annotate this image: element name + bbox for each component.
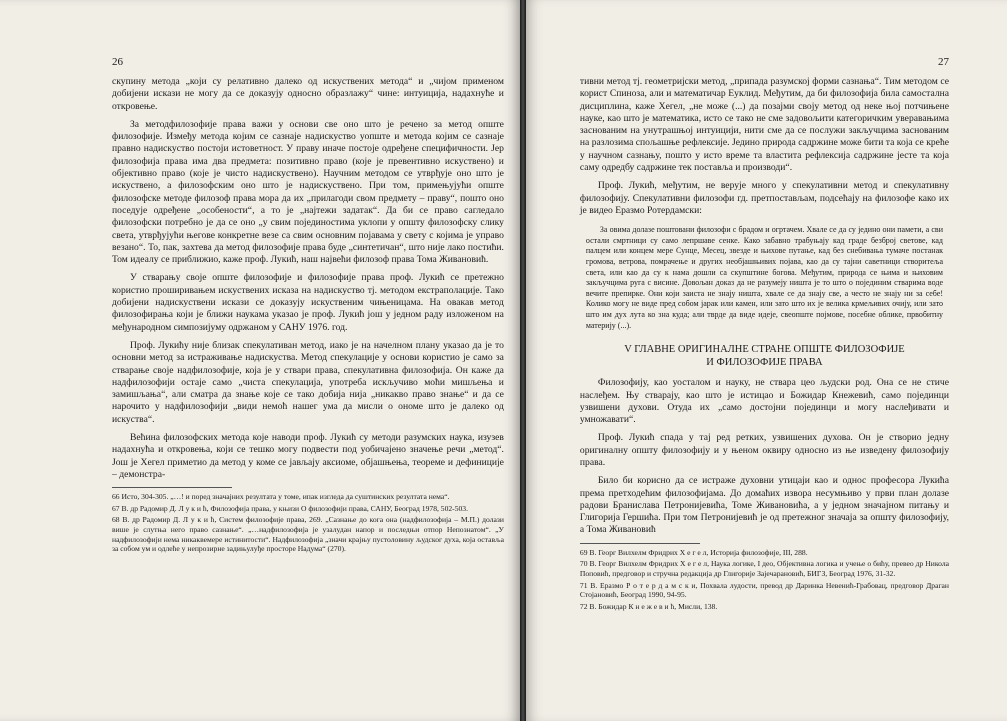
footnote-rule [112,487,232,488]
footnote: 67 В. др Радомир Д. Л у к и ћ, Филозофија права, у књизи О филозофији права, САНУ, Београд 1978, 502-503. [112,503,468,513]
page-body [112,76,504,481]
paragraph: тивни метод тј. геометријски метод, „припада разумској форми сазнања“. Тим методом се корист Спиноза, али и математичар Еуклид. Међутим, да би филозофија била самостална дисциплина, каже Хегел, „не може (...) да позајми своју метод од неке њој потчињене науке, као што је математика, исто се тако не сме задовољити категоричким уверавањима заснованим на унутрашњој интуицији, нити сме да се послужи закључцима заснованим на разлозима спољашње рефлексије. Једино природа садржине може бити та која се креће у научном сазнању, пошто у исто време та властита рефлексија садржине јесте та која саму одредбу садржине тек поставља и производи“. [579,76,949,174]
paragraph: Већина филозофских метода које наводи проф. Лукић су методи разумских наука, изузев надахнућа и откровења, који се тешко могу подвести под уобичајено значење речи „метод“. Још је Хегел приметио да метод у коме се јављају аксиоме, објашњења, теореме и дефиниције – демонстра- [112,432,504,480]
footnote: 71 В. Еразмо Р о т е р д а м с к и, Похвала лудости, превод др Даринка Невенић-Грабовац, предговор Драган Стојановић, Београд 1990, 94-95. [579,580,949,600]
paragraph: Било би корисно да се истраже духовни утицаји као и однос професора Лукића према претходећим филозофијама. До домаћих извора несумњиво у први план долазе радови Бранислава Петронијевића, Томе Живановића, а у једном значајном питању и Глигорија Гершића. При том Петронијевић је од претежног значаја за општу филозофију, а Тома Живановић [579,475,949,536]
paragraph: Филозофију, као уосталом и науку, не ствара цео људски род. Она се не стиче наслеђем. Њу стварају, као што је истицао и Божидар Кнежевић, само појединци узвишени духови. Отуда их „само достојни појединци и могу наслеђивати и умножавати“. [579,377,949,426]
paragraph: За методфилозофије права важи у основи све оно што је речено за метод опште филозофије. Између метода којим се сазнаје надискуство уопште и метода којим се сазнаје правно надискуство постоји истоветност. У праву иначе постоје одређене специфичности. Јер филозофија права има два предмета: позитивно право (које је превентивно искуствено) и објективно право (које је чисто надискуствено). Научним методом се утврђује оно што је искуствено, а филозофским оно што је надискуствено. При том, примењујући опште филозофске методе филозоф права мора да их „прилагоди свом предмету – праву“, пошто оно поседује одређене „особености“, а то је „најтежи задатак“. Да би се право сагледало филозофски потребно је да се оно „у свим појединостима уклопи у општу филозофску слику света, утврђујући његове конкретне везе са свим основним појавама у свету с којима је управо везано“. То, пак, захтева да метод филозофије права буде „синтетичан“, што није лако постићи. Том идеалу се приближио, каже проф. Лукић, наш највећи филозоф права Тома Живановић. [112,118,504,266]
page-number: 26 [112,56,123,68]
footnote: 66 Исто, 304-305. „…! и поред значајних резултата у томе, ипак изгледа да суштинских резултата нема“. [112,492,450,502]
paragraph: Проф. Лукић спада у тај ред ретких, узвишених духова. Он је створио једну оригиналну општу филозофију и у њеном оквиру односно из ње изведену филозофију права. [579,432,949,468]
block-quote: За овима долазе поштовани филозофи с брадом и огртачем. Хвале се да су једино они памети, а сви остали смртници су само лепршаве сенке. Како забавно трабуњају кад граде безброј светове, кад палцем или концем мере Сунце, Месец, звезде и њихове путање, кад без снебивања тумаче постанак громова, ветрова, помрачење и других необјашњивих појава, као да су тајни саветници створитеља света, или као да су к нама дошли са скупштине богова. Међутим, природа се њима и њиховим закључцима руга с висине. Довољан доказ да не разумеју ништа је то што о појединим стварима воде вечите препирке. Они који заиста не знају ништа, хвале се да знају све, а често не знају ни за себе! Колико могу не виде пред собом јарак или камен, или зато што их је велика крмељивих очију, или зато што им дух лута ко зна куда; али тврде да виде идеје, свеопште појмове, посебне облике, првобитну материју (...). [585,225,943,330]
chapter-heading [580,343,949,369]
chapter-title-line: V ГЛАВНЕ ОРИГИНАЛНЕ СТРАНЕ ОПШТЕ ФИЛОЗОФИЈЕ [624,344,905,356]
footnote: 69 В. Георг Вилхелм Фридрих Х е г е л, Историја филозофије, III, 288. [579,547,808,557]
right-page [526,0,1007,721]
paragraph: Проф. Лукићу није близак спекулативан метод, иако је на начелном плану указао да је то основни метод за истраживање надискуства. Метод спекулације у основи користио је само за стварање своје надфилозофије, која је у ствари права, спекулативна филозофија. Он каже да надфилозофији остаје само „чиста спекулација, употреба искључиво моћи мишљења и замишљања“, али сматра да знање које се тако добија нија „никакво право знање“ и да се нарочито у надфилозофији „види немоћ нашег ума да мисли о ономе што је далеко од искуства“. [112,339,504,425]
footnote: 68 В. др Радомир Д. Л у к и ћ, Систем филозофије права, 269. „Сазнање до кога она (надфилозофија – М.П.) долази више је слутња него право сазнање“. „…надфилозофија је узалудан напор и последњи отпор Непознатом“. „У надфилозофији нема никаквемере истинитости“. Надфилозофија „значи крајњу пустоловину људског духа, која оставља за собом ум и одлеће у непрозирне задињулуђе просторе Надума“ (270). [112,515,504,554]
paragraph: У стварању своје опште филозофије и филозофије права проф. Лукић се претежно користио проширивањем искуствених исказа на надискуство тј. методом екстраполације. Тако добијени надискуствени искази се доказују искуственим чињеницама. На овакав метод филозофирања који је ближи наукама указао је проф. Лукић још у једном раду изложеном на међународном симпозијуму одржаном у САНУ 1976. год. [112,272,504,333]
paragraph: Проф. Лукић, међутим, не верује много у спекулативни метод и спекулативну филозофију. Спекулативни филозофи гд. претпостављам, подсећају на филозофе како их је видео Еразмо Ротердамски: [579,180,949,216]
page-body [580,76,949,537]
footnotes [112,492,504,554]
footnote: 70 В. Георг Вилхелм Фридрих Х е г е л, Наука логике, I део, Објективна логика и учење о бићу, превео др Никола Поповић, предговор и стручна редакција др Глигорије Зајечарановић, БИГЗ, Београд 1976, 31-32. [579,559,949,578]
footnote-rule [580,543,700,544]
chapter-title-line: И ФИЛОЗОФИЈЕ ПРАВА [706,357,823,369]
footnote: 72 В. Божидар К н е ж е в и ћ, Мисли, 138. [579,601,718,611]
footnotes [580,548,949,612]
page-number: 27 [938,56,949,68]
paragraph: скупину метода „који су релативно далеко од искуствених метода“ и „чијом применом добијени искази не могу да се доказују односно образлажу“ чине: интуиција, надахнуће и откровење. [112,76,504,112]
